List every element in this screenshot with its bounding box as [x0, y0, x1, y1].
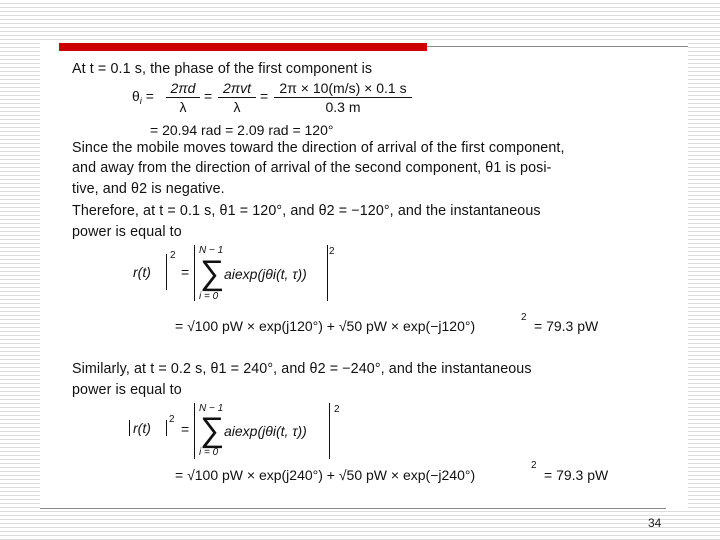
eq2-lhs-square: 2 [169, 414, 175, 425]
eq1-equals: = [181, 264, 190, 280]
eq2-sum-upper: N − 1 [199, 403, 224, 414]
eq1-bar-left [194, 245, 195, 301]
eq1-value: = 79.3 pW [534, 318, 599, 334]
theta-i-symbol: $\theta_i$ = [132, 88, 154, 107]
intro-line [72, 61, 372, 77]
para4-line-2: power is equal to [72, 382, 182, 398]
frac3-denominator: 0.3 m [325, 99, 361, 115]
eq2-sum-lower: i = 0 [199, 447, 219, 458]
eq1-lhs-bar [166, 254, 167, 290]
eq2-term: aiexp(jθi(t, τ)) [224, 423, 307, 439]
eq1-result: = √100 pW × exp(j120°) + √50 pW × exp(−j120°) [175, 318, 476, 334]
equals-sign: = [204, 88, 213, 104]
eq2-result: = √100 pW × exp(j240°) + √50 pW × exp(−j240°) [175, 467, 476, 483]
fraction-2pid-lambda [166, 80, 200, 115]
eq2-equals: = [181, 421, 190, 437]
fraction-2pivt-lambda [218, 80, 256, 115]
frac1-bar [166, 97, 200, 98]
eq1-lhs-square: 2 [170, 250, 176, 261]
eq1-lhs: r(t) [133, 264, 151, 280]
fraction-numeric [274, 80, 412, 115]
para3-line-1: Therefore, at t = 0.1 s, θ1 = 120°, and θ2 = −120°, and the instantaneous [72, 203, 541, 219]
intro-text: At t = 0.1 s, the phase of the first component is [72, 61, 373, 77]
eq2-lhs-bar-left [129, 420, 130, 436]
para2-line-2: and away from the direction of arrival of the second component, θ1 is posi- [72, 160, 552, 176]
title-accent-bar [59, 43, 427, 51]
frac2-denominator: λ [233, 99, 241, 115]
eq2-rhs-square: 2 [334, 404, 340, 415]
bottom-rule [40, 508, 666, 509]
page-number: 34 [648, 516, 662, 530]
eq1-sum-lower: i = 0 [199, 291, 219, 302]
frac2-numerator: 2πvt [222, 80, 252, 96]
equals-sign: = [260, 88, 269, 104]
frac3-numerator: 2π × 10(m/s) × 0.1 s [279, 80, 407, 96]
eq2-lhs: r(t) [133, 420, 151, 436]
top-rule [427, 46, 688, 47]
frac1-numerator: 2πd [170, 80, 196, 96]
para4-line-1: Similarly, at t = 0.2 s, θ1 = 240°, and θ2 = −240°, and the instantaneous [72, 361, 532, 377]
eq2-bar-right [329, 403, 330, 459]
phase-result: = 20.94 rad = 2.09 rad = 120° [150, 122, 334, 138]
eq2-result-square: 2 [531, 460, 537, 471]
para2-line-1: Since the mobile moves toward the direction of arrival of the first component, [72, 140, 565, 156]
frac1-denominator: λ [179, 99, 187, 115]
sigma-icon: ∑ [200, 254, 225, 292]
eq1-sum-upper: N − 1 [199, 245, 224, 256]
eq2-bar-left [194, 403, 195, 459]
eq2-lhs-bar-right [166, 420, 167, 436]
para2-line-3: tive, and θ2 is negative. [72, 181, 225, 197]
eq1-rhs-square: 2 [329, 246, 335, 257]
eq1-result-square: 2 [521, 312, 527, 323]
eq2-value: = 79.3 pW [544, 467, 609, 483]
frac3-bar [274, 97, 412, 98]
frac2-bar [218, 97, 256, 98]
sigma-icon: ∑ [200, 411, 225, 449]
para3-line-2: power is equal to [72, 224, 182, 240]
eq1-term: aiexp(jθi(t, τ)) [224, 266, 307, 282]
